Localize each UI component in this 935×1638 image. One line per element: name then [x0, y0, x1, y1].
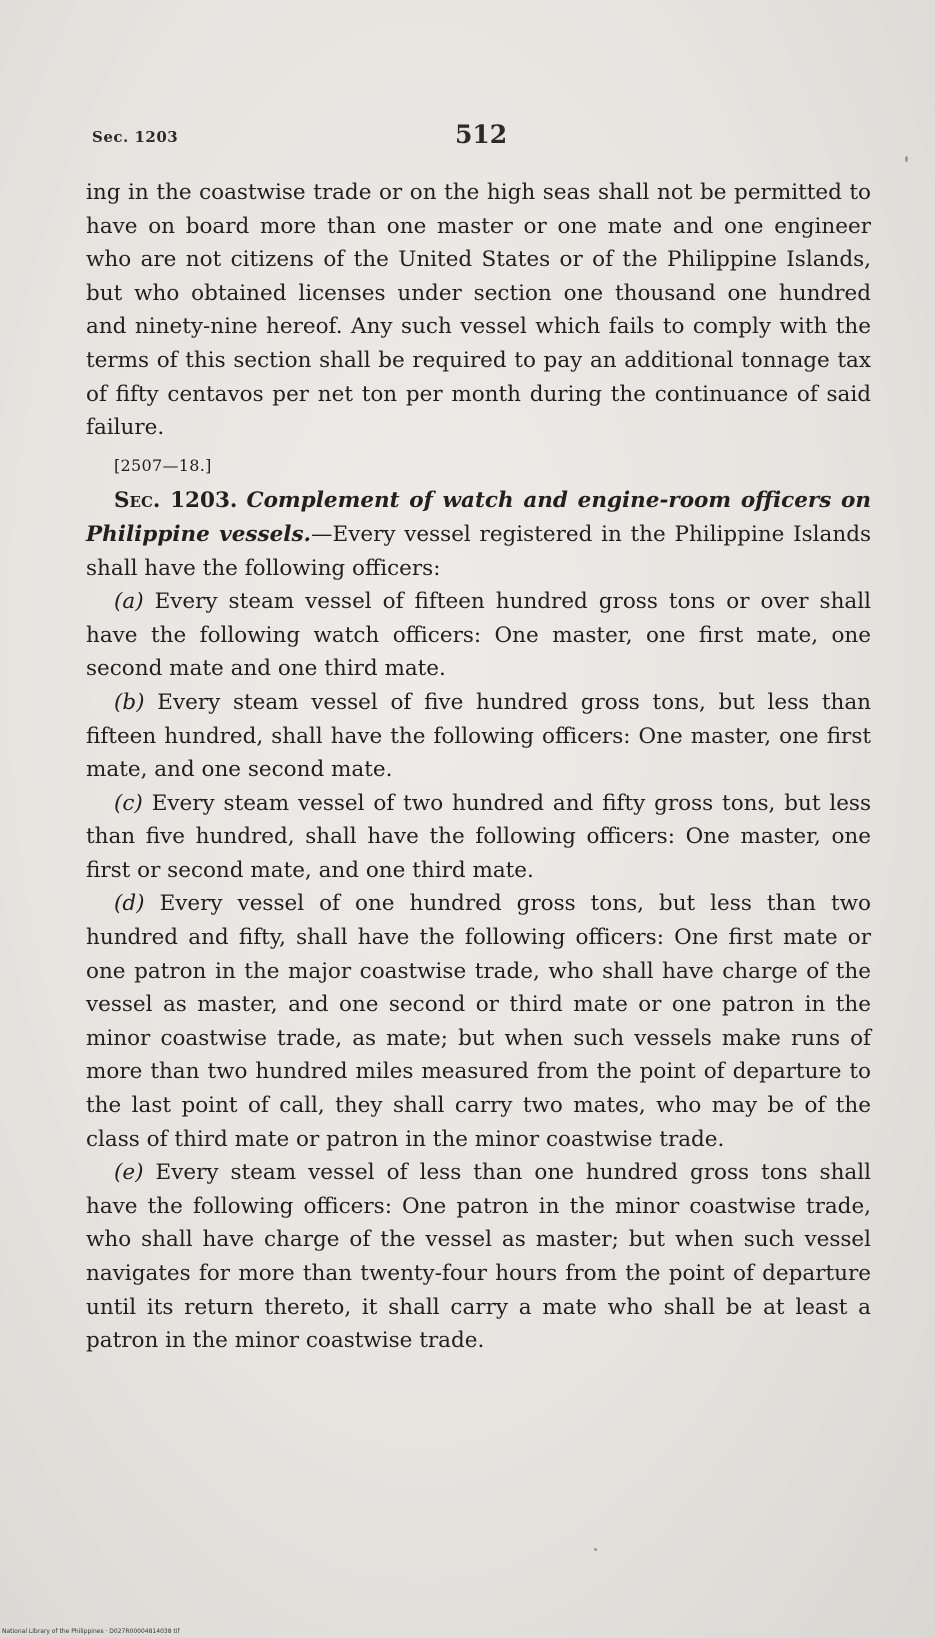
list-item [86, 887, 871, 1156]
item-text: Every steam vessel of five hundred gross tons, but less than fifteen hundred, shall have the following officers: One master, one first mate, and one second mate. [86, 689, 871, 783]
item-letter: (b) [114, 689, 145, 715]
list-item [86, 1156, 871, 1358]
section-heading-paragraph [86, 484, 871, 585]
item-letter: (e) [114, 1160, 144, 1186]
item-letter: (c) [114, 790, 143, 816]
item-letter: (d) [114, 891, 145, 917]
paper-speck [905, 156, 908, 162]
item-text: Every vessel of one hundred gross tons, but less than two hundred and fifty, shall have the following officers: One first mate or one patron in the major coastwise trade, who shall have charge of the vessel as master, and one second or third mate or one patron in the minor coastwise trade, as mate; but when such vessels make runs of more than two hundred miles measured from the point of departure to the last point of call, they shall carry two mates, who may be of the class of third mate or patron in the minor coastwise trade. [86, 891, 871, 1152]
section-intro: —Every vessel registered in the Philippine Islands shall have the following officers: [86, 521, 871, 581]
paper-speck [594, 1548, 597, 1551]
item-letter: (a) [114, 589, 144, 615]
continued-paragraph: ing in the coastwise trade or on the high seas shall not be permitted to have on board more than one master or one mate and one engineer who are not citizens of the United States or of the Philippine Islands, but who obtained licenses under section one thousand one hundred and ninety-nine hereof. Any such vessel which fails to comply with the terms of this section shall be required to pay an additional tonnage tax of fifty centavos per net ton per month during the continuance of said failure. [86, 180, 871, 441]
item-text: Every steam vessel of two hundred and fifty gross tons, but less than five hundred, shall have the following officers: One master, one first or second mate, and one third mate. [86, 790, 871, 883]
page-number: 512 [455, 120, 508, 149]
scan-credit: National Library of the Philippines · D027R00004814038 tif [2, 1628, 180, 1635]
list-item [86, 585, 871, 686]
list-item [86, 787, 871, 888]
page-header [92, 120, 875, 160]
section-running-head: Sec. 1203 [92, 128, 179, 146]
section-number: Sec. 1203. [114, 488, 238, 514]
item-text: Every steam vessel of fifteen hundred gross tons or over shall have the following watch officers: One master, one first mate, one second mate and one third mate. [86, 589, 871, 682]
citation: [2507—18.] [114, 455, 212, 475]
item-text: Every steam vessel of less than one hundred gross tons shall have the following officers: One patron in the minor coastwise trade, who shall have charge of the vessel as master; but when such vessel navigates for more than twenty-four hours from the point of departure until its return thereto, it shall carry a mate who shall be at least a patron in the minor coastwise trade. [86, 1160, 871, 1354]
list-item [86, 686, 871, 787]
page-body [86, 176, 871, 1358]
section-title: Complement of watch and engine-room officers on Philippine vessels. [86, 488, 872, 547]
